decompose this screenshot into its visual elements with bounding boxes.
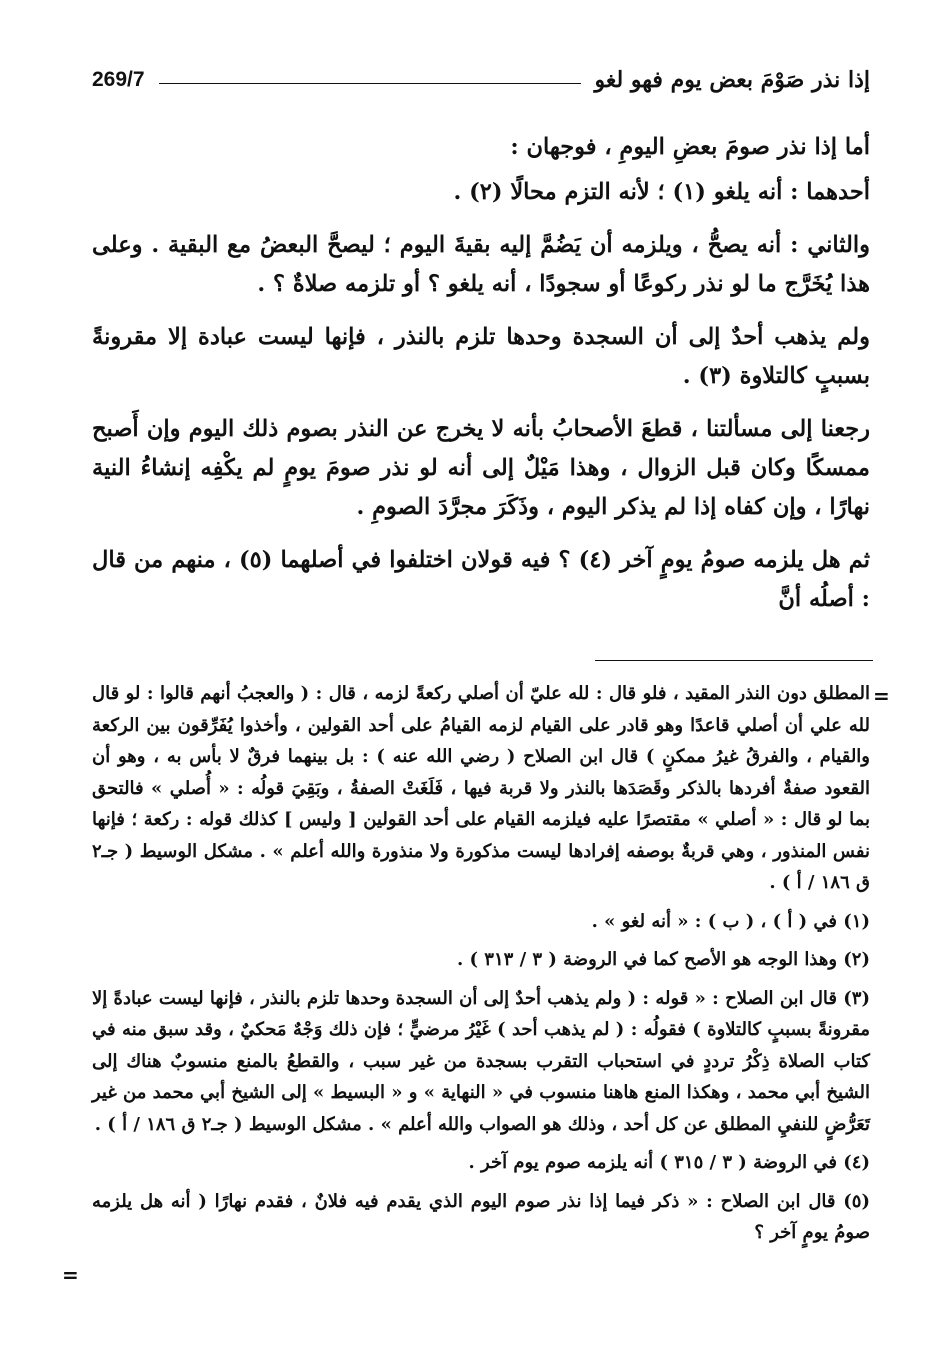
page-reference: 269/7: [92, 68, 145, 91]
header-rule: [159, 83, 581, 84]
main-text: [92, 128, 870, 633]
footnote-continuation-mark: =: [62, 1263, 79, 1287]
paragraph: أحدهما : أنه يلغو (١) ؛ لأنه التزم محالًا (٢) .: [453, 179, 870, 205]
footnote-continued: المطلق دون النذر المقيد ، فلو قال : لله عليّ أن أصلي ركعةً لزمه ، قال : ( والعجبُ أنهم قالوا : لو قال لله علي أن أصلي قاعدًا وهو قادر على القيام لزمه القيامُ على أحد القولين ، وأخذوا يُفَرِّقون بين الركعة والقيام ، والفرقُ غيرُ ممكنٍ ) قال ابن الصلاح ( رضي الله عنه ) : بل بينهما فرقٌ لا بأس به ، وهو أن القعود صفةٌ أفردها بالذكر وقَصَدَها بالنذر ولا قربة فيها ، فَلَغَتْ الصفةُ ، وبَقِيَ قولُه : « أُصلي » فالتحق بما لو قال : « أصلي » مقتصرًا عليه فيلزمه القيام على أحد القولين [ وليس ] كذلك قوله : ركعة ؛ فإنها نفس المنذور ، وهي قربةٌ بوصفه إفرادها ليست مذكورة ولا منذورة والله أعلم » . مشكل الوسيط ( جـ٢ ق ١٨٦ / أ ) .: [92, 683, 871, 893]
paragraph: ثم هل يلزمه صومُ يومٍ آخر (٤) ؟ فيه قولان اختلفوا في أصلهما (٥) ، منهم من قال : أصلُه أنَّ: [92, 547, 870, 612]
paragraph: ولم يذهب أحدٌ إلى أن السجدة وحدها تلزم بالنذر ، فإنها ليست عبادة إلا مقرونةً بسببٍ كالتلاوة (٣) .: [92, 324, 870, 389]
footnote-separator: [595, 660, 873, 661]
paragraph: أما إذا نذر صومَ بعضِ اليومِ ، فوجهان :: [510, 134, 870, 160]
paragraph: والثاني : أنه يصحُّ ، ويلزمه أن يَضُمَّ إليه بقيةَ اليوم ؛ ليصحَّ البعضُ مع البقية . وعلى هذا يُخَرَّج ما لو نذر ركوعًا أو سجودًا ، أنه يلغو ؟ أو تلزمه صلاةٌ ؟ .: [92, 232, 870, 297]
footnote-2: (٢) وهذا الوجه هو الأصح كما في الروضة ( ٣ / ٣١٣ ) .: [456, 949, 870, 970]
footnote-3: (٣) قال ابن الصلاح : « قوله : ( ولم يذهب أحدٌ إلى أن السجدة وحدها تلزم بالنذر ، فإنها ليست عبادةً إلا مقرونةً بسببٍ كالتلاوة ) فقولُه : ( لم يذهب أحد ) غَيْرُ مرضيٍّ ؛ فإن ذلك وَجْهٌ مَحكيٌ ، وقد سبق منه في كتاب الصلاة ذِكْرُ ترددٍ في استحباب التقرب بسجدة من غير سبب ، والقطعُ بالمنع منسوبٌ هناك إلى الشيخ أبي محمد ، وهكذا المنع هاهنا منسوب في « النهاية » و « البسيط » إلى الشيخ أبي محمد من غير تَعَرُّضٍ للنفيِ المطلق عن كل أحد ، وذلك هو الصواب والله أعلم » . مشكل الوسيط ( جـ٢ ق ١٨٦ / أ ) .: [92, 987, 870, 1135]
footnotes: [92, 678, 870, 1256]
footnote-1: (١) في ( أ ) ، ( ب ) : « أنه لغو » .: [591, 910, 870, 932]
footnote-continuation-mark: =: [873, 684, 890, 708]
paragraph: رجعنا إلى مسألتنا ، قطعَ الأصحابُ بأنه لا يخرج عن النذر بصوم ذلك اليوم وإن أَصبح ممسكًا وكان قبل الزوال ، وهذا مَيْلٌ إلى أنه لو نذر صومَ يومٍ لم يكْفِه إنشاءُ النية نهارًا ، وإن كفاه إذا لم يذكر اليوم ، وذَكَرَ مجرَّدَ الصومِ .: [92, 416, 870, 520]
footnote-5: (٥) قال ابن الصلاح : « ذكر فيما إذا نذر صوم اليوم الذي يقدم فيه فلانٌ ، فقدم نهارًا ( أنه هل يلزمه صومُ يومٍ آخر ؟: [92, 1190, 870, 1243]
page-header: [92, 62, 870, 98]
footnote-4: (٤) في الروضة ( ٣ / ٣١٥ ) أنه يلزمه صوم يوم آخر .: [468, 1152, 870, 1173]
running-title: إذا نذر صَوْمَ بعض يوم فهو لغو: [594, 67, 870, 93]
